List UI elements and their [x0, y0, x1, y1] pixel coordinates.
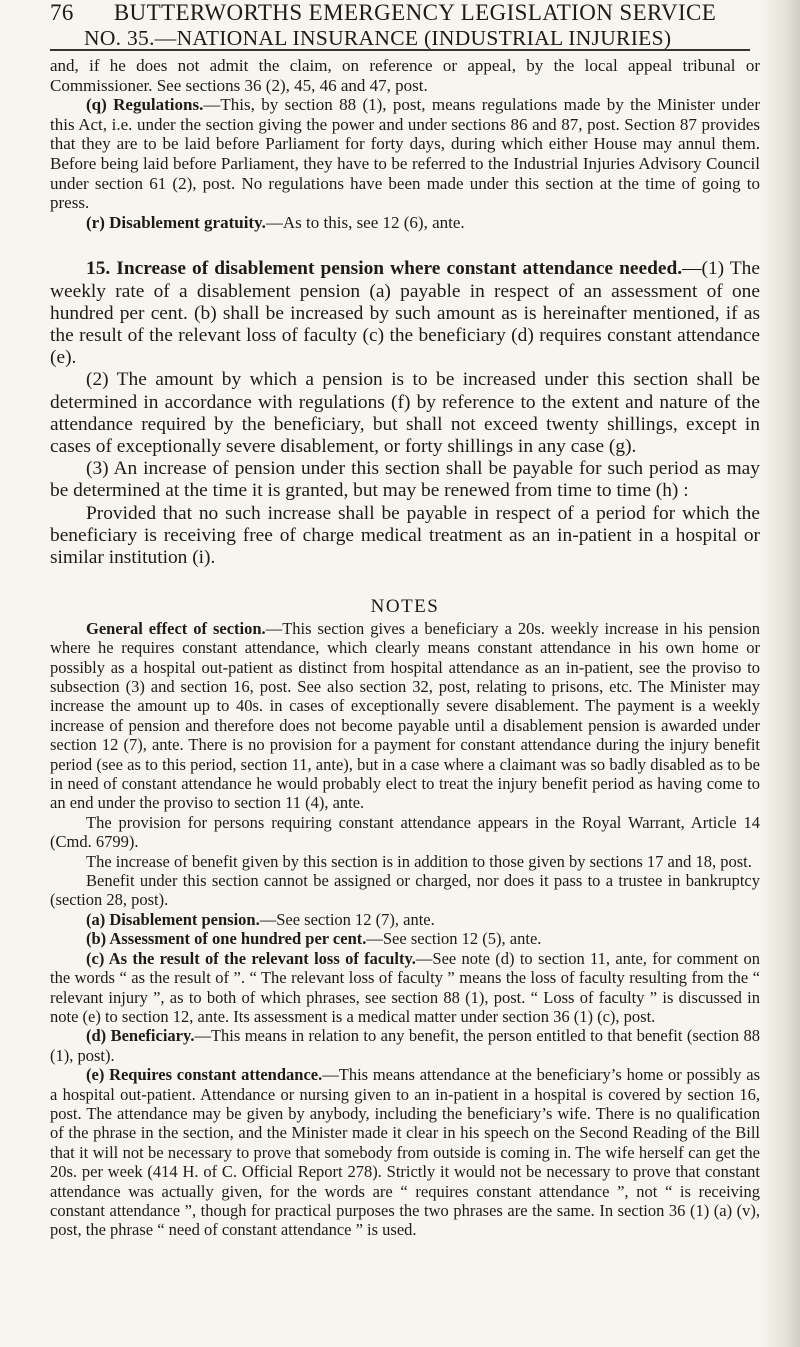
- note-assignment: Benefit under this section cannot be assigned or charged, nor does it pass to a trustee in bankruptcy (section 28, post).: [50, 871, 760, 910]
- note-text: —This, by section 88 (1), post, means regulations made by the Minister under this Act, i.e. under the section giving the power and under sections 86 and 87, post. Section 87 provides that they are to be laid before Parliament for forty days, during which either House may annul them. Before being laid before Parliament, they have to be referred to the Industrial Injuries Advisory Council under section 61 (2), post. No regulations have been made under this section at the time of going to press.: [50, 95, 760, 213]
- note-heading: (a) Disablement pension.: [86, 909, 260, 929]
- note-heading: (r) Disablement gratuity.: [86, 212, 266, 232]
- note-increase-addition: The increase of benefit given by this section is in addition to those given by sections 17 and 18, post.: [86, 851, 752, 871]
- notes-block: [50, 619, 760, 1240]
- header-rule: [50, 49, 750, 51]
- note-royal-warrant: The provision for persons requiring constant attendance appears in the Royal Warrant, Article 14 (Cmd. 6799).: [50, 812, 760, 852]
- note-text: —As to this, see 12 (6), ante.: [265, 212, 465, 232]
- page-number: 76: [50, 0, 74, 25]
- note-general-effect: [50, 619, 760, 813]
- notes-heading: NOTES: [370, 596, 440, 618]
- note-disablement-gratuity: [50, 213, 760, 233]
- chapter-subtitle: NO. 35.—NATIONAL INSURANCE (INDUSTRIAL INJURIES): [84, 26, 672, 50]
- note-heading: General effect of section.: [86, 618, 266, 638]
- note-heading: (c) As the result of the relevant loss of faculty.: [86, 948, 416, 968]
- note-heading: (e) Requires constant attendance.: [86, 1065, 323, 1085]
- note-d: [50, 1026, 760, 1065]
- note-text: —This means attendance at the beneficiary’s home or possibly as a hospital out-patient. Attendance or nursing given to an in-patient in a hospital is covered by section 16, post. The attendance may be given by anybody, including the beneficiary’s wife. There is no qualification of the phrase in the section, and the Minister made it clear in his speech on the Second Reading of the Bill that it will not be necessary to prove that somebody from outside is coming in. The wife herself can get the 20s. per week (414 H. of C. Official Report 278). Strictly it would not be necessary to prove that constant attendance was actually given, for the words are “ requires constant attendance ”, not “ is receiving constant attendance ”, though for practical purposes the two phrases are the same. In section 36 (1) (a) (v), post, the phrase “ need of constant attendance ” is used.: [50, 1065, 760, 1240]
- note-e: [50, 1065, 760, 1240]
- section-text: —(1) The weekly rate of a disablement pension (a) payable in respect of an assessment of one hundred per cent. (b) shall be increased by such amount as is hereinafter mentioned, if as the result of the relevant loss of faculty (c) the beneficiary (d) requires constant attendance (e).: [50, 258, 760, 369]
- page-edge-shadow: [760, 0, 800, 1347]
- note-text: —This section gives a beneficiary a 20s. weekly increase in his pension where he requires constant attendance, which clearly means constant attendance in his own home or possibly as a hospital out-patient as distinct from hospital attendance as an in-patient, see the proviso to subsection (3) and section 16, post. See also section 32, post, relating to prisons, etc. The Minister may increase the amount up to 40s. in cases of exceptionally severe disablement. The payment is a weekly increase of pension and therefore does not become payable until a disablement pension is awarded under section 12 (7), ante. There is no provision for a payment for constant attendance during the injury benefit period (see as to this period, section 11, ante), but in a case where a claimant was so badly disabled as to be in need of constant attendance he would probably elect to treat the injury benefit period as having come to an end under the proviso to section 11 (4), ante.: [50, 618, 760, 813]
- note-heading: (q) Regulations.: [86, 95, 204, 115]
- running-title: BUTTERWORTHS EMERGENCY LEGISLATION SERVICE: [113, 0, 717, 25]
- note-text: —This means in relation to any benefit, the person entitled to that benefit (section 88 (1), post).: [50, 1026, 760, 1065]
- section-15: [50, 258, 760, 569]
- note-a: [50, 910, 760, 929]
- section-15-subsection-1: [50, 258, 760, 369]
- paragraph-continuation: and, if he does not admit the claim, on reference or appeal, by the local appeal tribunal or Commissioner. See sections 36 (2), 45, 46 and 47, post.: [50, 56, 760, 95]
- section-heading: 15. Increase of disablement pension where constant attendance needed.: [86, 258, 683, 280]
- note-text: —See note (d) to section 11, ante, for comment on the words “ as the result of ”. “ The relevant loss of faculty ” means the loss of faculty resulting from the “ relevant injury ”, as to both of which phrases, see section 88 (1), post. “ Loss of faculty ” is discussed in note (e) to section 12, ante. Its assessment is a medical matter under section 36 (1) (c), post.: [50, 948, 760, 1026]
- page-body: [50, 56, 760, 1240]
- note-c: [50, 949, 760, 1027]
- section-15-subsection-2: (2) The amount by which a pension is to be increased under this section shall be determined in accordance with regulations (f) by reference to the extent and nature of the attendance required by the beneficiary, but shall not exceed twenty shillings, except in cases of exceptionally severe disablement, or forty shillings in any case (g).: [50, 369, 760, 457]
- note-text: —See section 12 (7), ante.: [259, 909, 435, 929]
- note-text: —See section 12 (5), ante.: [366, 929, 542, 949]
- page-header: [50, 0, 760, 50]
- header-line: [50, 0, 760, 26]
- section-15-subsection-3: (3) An increase of pension under this section shall be payable for such period as may be determined at the time it is granted, but may be renewed from time to time (h) :: [50, 458, 760, 502]
- note-heading: (d) Beneficiary.: [86, 1026, 195, 1046]
- note-b: [50, 929, 760, 948]
- note-regulations: [50, 95, 760, 213]
- note-heading: (b) Assessment of one hundred per cent.: [86, 929, 367, 949]
- section-15-proviso: Provided that no such increase shall be payable in respect of a period for which the beneficiary is receiving free of charge medical treatment as an in-patient in a hospital or similar institution (i).: [50, 502, 760, 568]
